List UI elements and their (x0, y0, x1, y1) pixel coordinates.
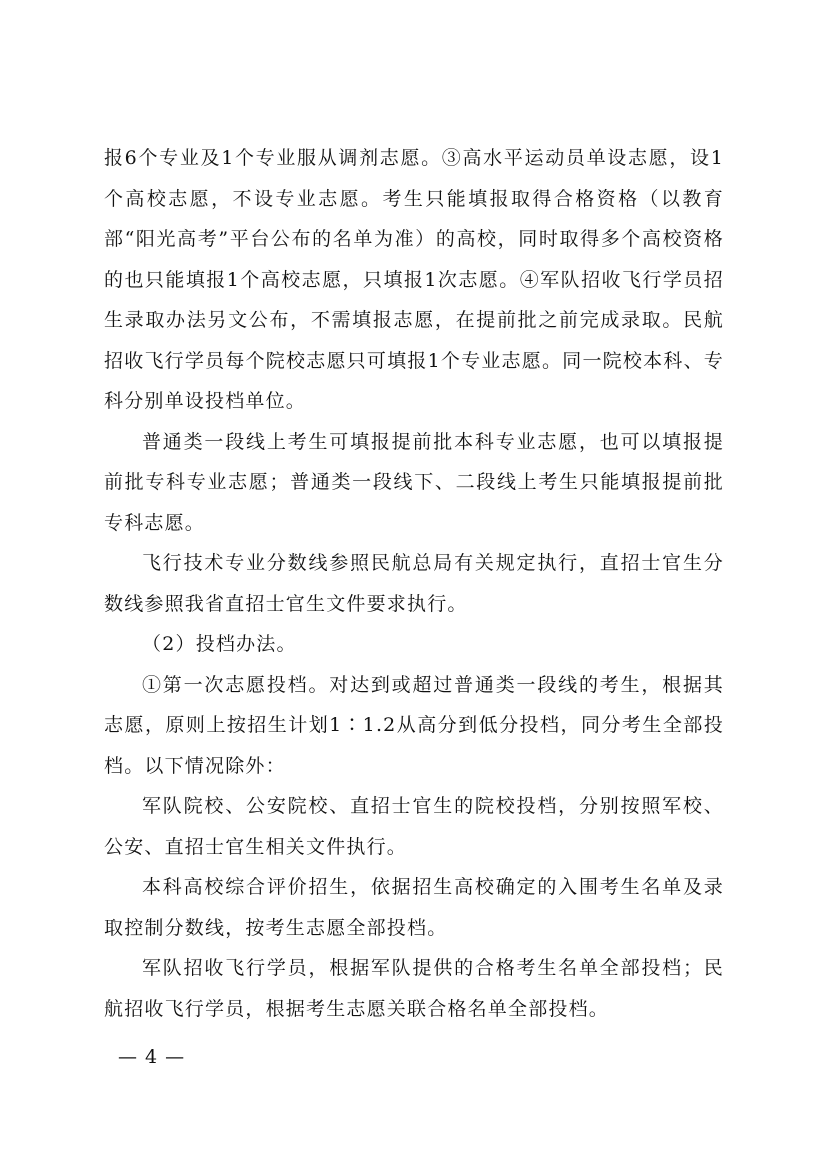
paragraph-flight-score-line: 飞行技术专业分数线参照民航总局有关规定执行，直招士官生分数线参照我省直招士官生文件要求执行。 (104, 552, 724, 615)
page-number: — 4 — (118, 1046, 186, 1068)
paragraph-military-police-exception: 军队院校、公安院校、直招士官生的院校投档，分别按照军校、公安、直招士官生相关文件执行。 (104, 795, 724, 858)
paragraph-flight-cadets: 军队招收飞行学员，根据军队提供的合格考生名单全部投档；民航招收飞行学员，根据考生志愿关联合格名单全部投档。 (104, 957, 724, 1020)
paragraph-first-filing: ①第一次志愿投档。对达到或超过普通类一段线的考生，根据其志愿，原则上按招生计划1∶1.2从高分到低分投档，同分考生全部投档。以下情况除外： (104, 673, 724, 777)
paragraph-first-tier-eligibility: 普通类一段线上考生可填报提前批本科专业志愿，也可以填报提前批专科专业志愿；普通类一段线下、二段线上考生只能填报提前批专科志愿。 (104, 430, 724, 534)
section-heading-filing-method: （2）投档办法。 (142, 633, 297, 655)
paragraph-comprehensive-evaluation: 本科高校综合评价招生，依据招生高校确定的入围考生名单及录取控制分数线，按考生志愿全部投档。 (104, 876, 724, 939)
paragraph-volunteer-rules: 报6个专业及1个专业服从调剂志愿。③高水平运动员单设志愿，设1个高校志愿，不设专业志愿。考生只能填报取得合格资格（以教育部“阳光高考”平台公布的名单为准）的高校，同时取得多个高校资格的也只能填报1个高校志愿，只填报1次志愿。④军队招收飞行学员招生录取办法另文公布，不需填报志愿，在提前批之前完成录取。民航招收飞行学员每个院校志愿只可填报1个专业志愿。同一院校本科、专科分别单设投档单位。 (104, 147, 724, 412)
document-body (104, 138, 724, 1029)
